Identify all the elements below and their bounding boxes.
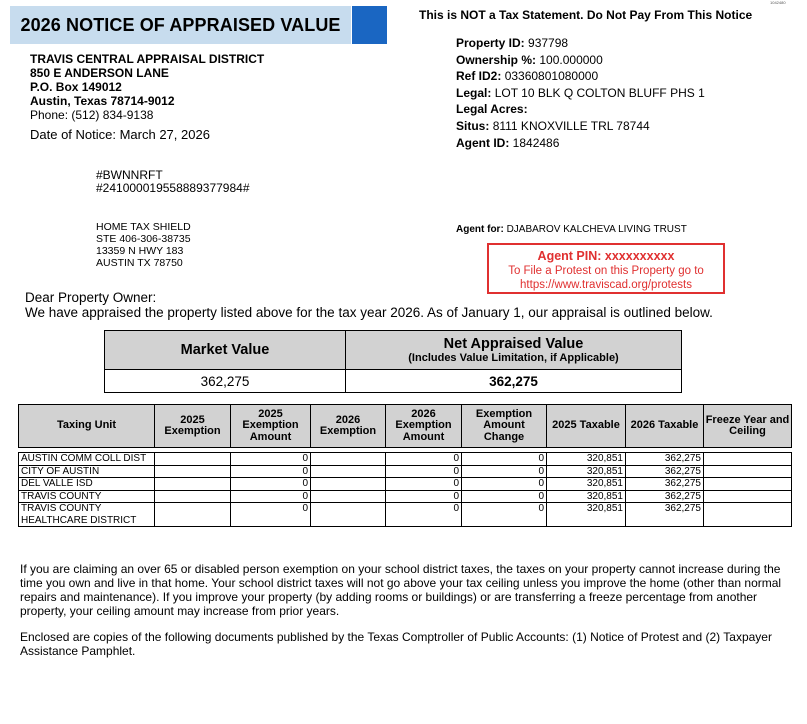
- cell-unit: TRAVIS COUNTY: [19, 490, 155, 503]
- cell-ex25: [155, 490, 231, 503]
- cell-tax26: 362,275: [626, 490, 704, 503]
- property-info-block: [456, 35, 705, 151]
- barcode-line-2: #241000019558889377984#: [96, 181, 250, 195]
- table-row: [19, 465, 792, 478]
- district-address-block: [30, 52, 264, 122]
- district-name: TRAVIS CENTRAL APPRAISAL DISTRICT: [30, 52, 265, 66]
- cell-ex25: [155, 453, 231, 466]
- cell-tax26: 362,275: [626, 478, 704, 491]
- header-2026-exemption-amount: 2026 Exemption Amount: [386, 405, 462, 448]
- cell-ex25amt: 0: [231, 465, 311, 478]
- legal-label: Legal:: [456, 85, 492, 100]
- cell-ex25amt: 0: [231, 503, 311, 527]
- title-accent-square: [352, 6, 387, 44]
- legal-acres-label: Legal Acres:: [456, 102, 528, 117]
- intro-sentence: We have appraised the property listed above for the tax year 2026. As of January 1, our appraisal is outlined below.: [25, 305, 713, 320]
- district-po-box: P.O. Box 149012: [30, 80, 122, 94]
- district-phone: Phone: (512) 834-9138: [30, 108, 154, 122]
- cell-ex26: [311, 478, 386, 491]
- ownership-value: 100.000000: [539, 52, 603, 67]
- cell-tax26: 362,275: [626, 465, 704, 478]
- cell-ex26amt: 0: [386, 478, 462, 491]
- situs-row: [456, 118, 705, 135]
- table-row: [19, 490, 792, 503]
- not-tax-statement-notice: This is NOT a Tax Statement. Do Not Pay From This Notice: [419, 8, 753, 22]
- cell-tax26: 362,275: [626, 503, 704, 527]
- cell-unit: CITY OF AUSTIN: [19, 465, 155, 478]
- legal-acres-row: [456, 101, 705, 118]
- agent-pin-box: [487, 243, 725, 294]
- taxing-unit-table: [18, 404, 792, 527]
- barcode-text: [96, 169, 250, 195]
- cell-ex25: [155, 465, 231, 478]
- ref-id-row: [456, 68, 705, 85]
- table-row: [19, 503, 792, 527]
- header-2025-exemption-amount: 2025 Exemption Amount: [231, 405, 311, 448]
- ref-id-value: 03360801080000: [504, 69, 599, 84]
- cell-ex25amt: 0: [231, 490, 311, 503]
- cell-ex26: [311, 490, 386, 503]
- notice-title: 2026 NOTICE OF APPRAISED VALUE: [10, 6, 351, 44]
- net-appraised-subheader: (Includes Value Limitation, if Applicable): [408, 352, 619, 364]
- agent-pin: Agent PIN: xxxxxxxxxx: [537, 249, 675, 263]
- protest-url-link[interactable]: https://www.traviscad.org/protests: [520, 279, 692, 291]
- header-2026-exemption: 2026 Exemption: [311, 405, 386, 448]
- freeze-ceiling-paragraph: If you are claiming an over 65 or disabled person exemption on your school district taxes, the taxes on your property cannot increase during the time you own and live in that home. Your school district taxes will not go above your tax ceiling unless you improve the home (other than normal repairs and maintenance). If you improve your property (by adding rooms or buildings) or are transferring a freeze percentage from another property, your ceiling amount may increase from prior years.: [20, 562, 782, 618]
- market-value-cell: 362,275: [105, 370, 346, 393]
- cell-ex26: [311, 465, 386, 478]
- cell-ex25: [155, 478, 231, 491]
- mailing-address: [96, 221, 191, 269]
- header-exemption-change: Exemption Amount Change: [462, 405, 547, 448]
- cell-ex25: [155, 503, 231, 527]
- header-2025-exemption: 2025 Exemption: [155, 405, 231, 448]
- agent-for: [456, 224, 687, 235]
- cell-tax25: 320,851: [547, 453, 626, 466]
- agent-id-value: 1842486: [512, 135, 560, 150]
- cell-freeze: [704, 465, 792, 478]
- cell-freeze: [704, 453, 792, 466]
- ownership-row: [456, 52, 705, 69]
- legal-row: [456, 85, 705, 102]
- cell-unit: DEL VALLE ISD: [19, 478, 155, 491]
- cell-tax25: 320,851: [547, 490, 626, 503]
- cell-unit: TRAVIS COUNTY HEALTHCARE DISTRICT: [19, 503, 155, 527]
- ownership-label: Ownership %:: [456, 52, 537, 67]
- cell-ex26amt: 0: [386, 465, 462, 478]
- cell-change: 0: [462, 465, 547, 478]
- date-of-notice: Date of Notice: March 27, 2026: [30, 127, 210, 142]
- addressee-line-1: HOME TAX SHIELD: [96, 221, 191, 233]
- agent-id-row: [456, 135, 705, 152]
- cell-ex26amt: 0: [386, 490, 462, 503]
- cell-tax25: 320,851: [547, 503, 626, 527]
- property-id-value: 937798: [528, 36, 569, 50]
- header-freeze-ceiling: Freeze Year and Ceiling: [704, 405, 792, 448]
- cell-freeze: [704, 490, 792, 503]
- property-id-label: Property ID:: [456, 36, 525, 50]
- property-id-row: [456, 35, 705, 52]
- header-taxing-unit: Taxing Unit: [19, 405, 155, 448]
- agent-id-label: Agent ID:: [456, 135, 510, 150]
- net-appraised-value-cell: 362,275: [346, 370, 682, 393]
- cell-change: 0: [462, 478, 547, 491]
- district-address: 850 E ANDERSON LANE: [30, 66, 169, 80]
- cell-ex26: [311, 503, 386, 527]
- cell-ex25amt: 0: [231, 478, 311, 491]
- header-2025-taxable: 2025 Taxable: [547, 405, 626, 448]
- cell-ex26amt: 0: [386, 453, 462, 466]
- addressee-line-3: 13359 N HWY 183: [96, 245, 184, 257]
- value-table: [104, 330, 682, 393]
- ref-id-label: Ref ID2:: [456, 69, 502, 84]
- cell-freeze: [704, 503, 792, 527]
- situs-value: 8111 KNOXVILLE TRL 78744: [492, 118, 650, 133]
- cell-change: 0: [462, 490, 547, 503]
- district-city: Austin, Texas 78714-9012: [30, 94, 175, 108]
- net-appraised-header-text: Net Appraised Value: [443, 336, 584, 352]
- taxing-unit-header-row: [19, 405, 792, 448]
- cell-tax26: 362,275: [626, 453, 704, 466]
- market-value-header: [105, 331, 346, 370]
- barcode-line-1: #BWNNRFT: [96, 168, 163, 182]
- cell-ex26: [311, 453, 386, 466]
- table-row: [19, 453, 792, 466]
- dear-owner: Dear Property Owner:: [25, 290, 157, 305]
- header-2026-taxable: 2026 Taxable: [626, 405, 704, 448]
- cell-tax25: 320,851: [547, 478, 626, 491]
- cell-tax25: 320,851: [547, 465, 626, 478]
- agent-for-value: DJABAROV KALCHEVA LIVING TRUST: [506, 224, 687, 235]
- market-value-header-text: Market Value: [180, 342, 270, 358]
- enclosures-paragraph: Enclosed are copies of the following documents published by the Texas Comptroller of Public Accounts: (1) Notice of Protest and (2) Taxpayer Assistance Pamphlet.: [20, 630, 772, 658]
- protest-instructions: To File a Protest on this Property go to: [508, 264, 704, 277]
- net-appraised-header: [346, 331, 682, 370]
- cell-freeze: [704, 478, 792, 491]
- salutation-block: [25, 290, 713, 320]
- cell-change: 0: [462, 503, 547, 527]
- cell-ex25amt: 0: [231, 453, 311, 466]
- agent-for-label: Agent for:: [456, 224, 504, 235]
- cell-ex26amt: 0: [386, 503, 462, 527]
- corner-code: 1042480: [770, 0, 786, 5]
- cell-change: 0: [462, 453, 547, 466]
- cell-unit: AUSTIN COMM COLL DIST: [19, 453, 155, 466]
- addressee-line-4: AUSTIN TX 78750: [96, 257, 183, 269]
- addressee-line-2: STE 406-306-38735: [96, 233, 191, 245]
- table-row: [19, 478, 792, 491]
- legal-value: LOT 10 BLK Q COLTON BLUFF PHS 1: [494, 85, 705, 100]
- situs-label: Situs:: [456, 118, 490, 133]
